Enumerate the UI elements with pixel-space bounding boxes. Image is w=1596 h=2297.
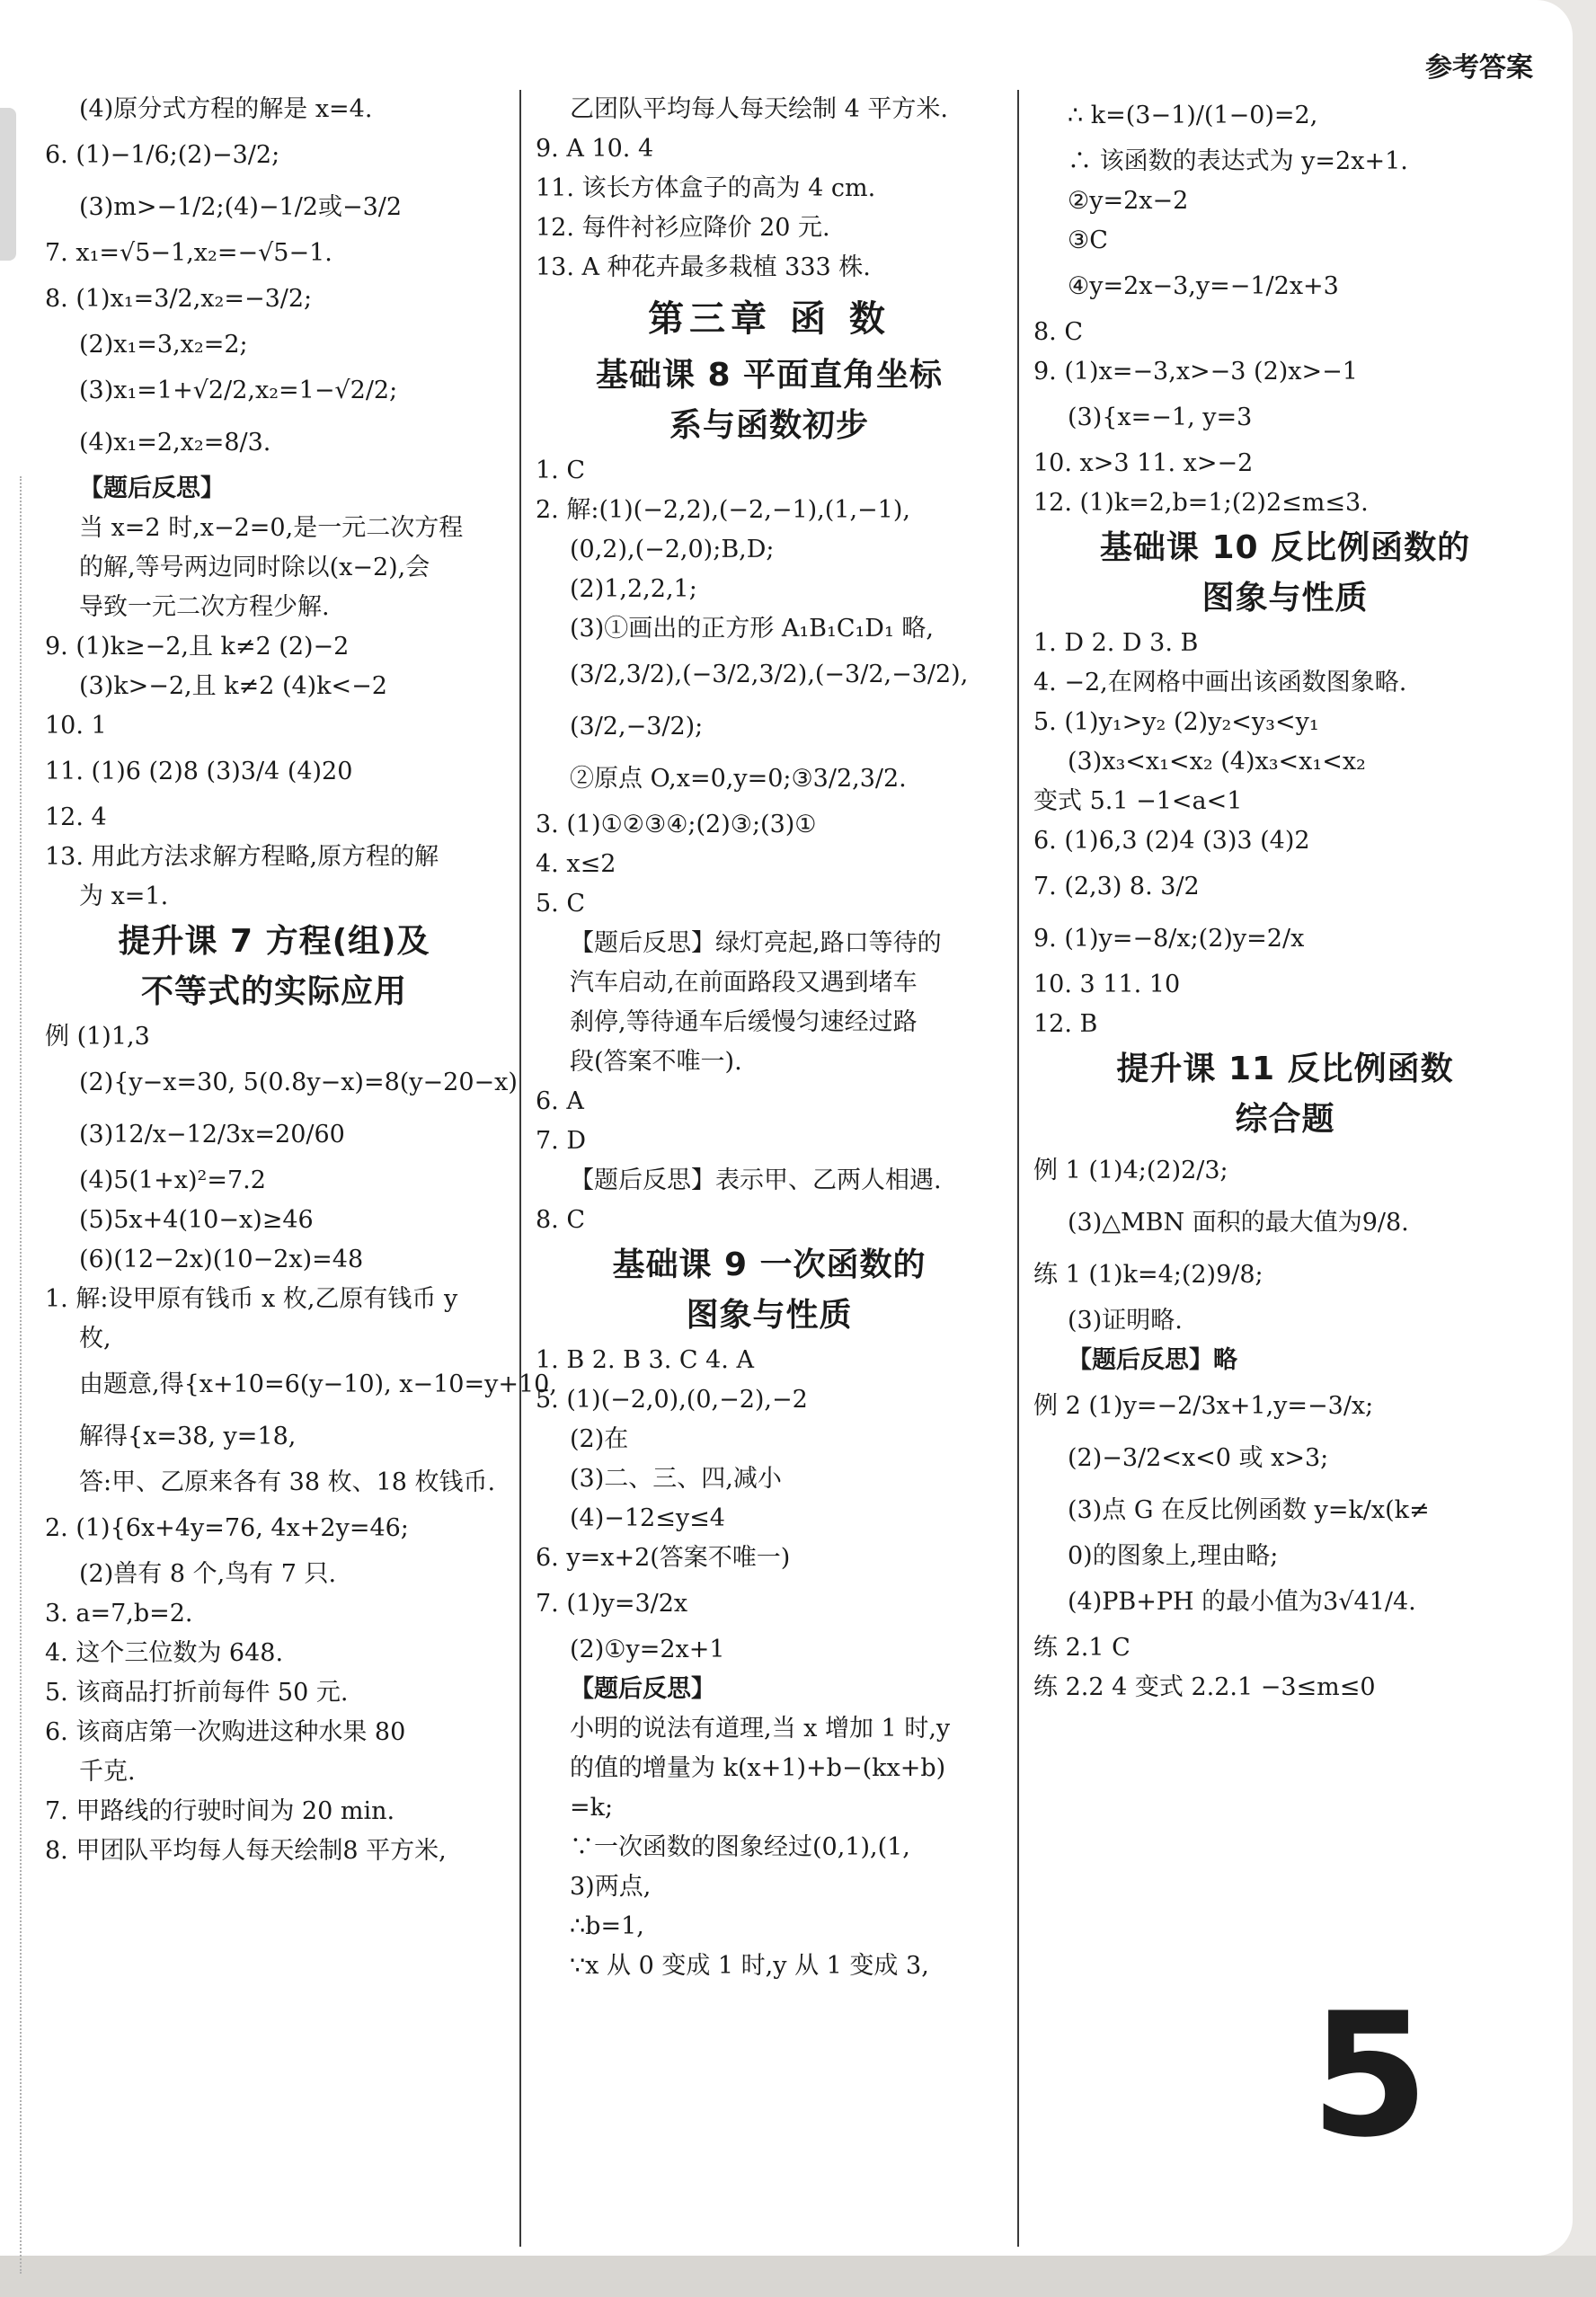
answer-line: 4. −2,在网格中画出该函数图象略. <box>1033 669 1407 696</box>
answer-line: (3)点 G 在反比例函数 y=k/x(k≠ <box>1068 1496 1430 1524</box>
answer-line: 12. 4 <box>45 803 107 831</box>
answer-line: 解得{x=38, y=18, <box>79 1423 297 1450</box>
answer-line: 例 2 (1)y=−2/3x+1,y=−3/x; <box>1033 1392 1374 1420</box>
answer-line: 9. (1)y=−8/x;(2)y=2/x <box>1033 925 1305 953</box>
answer-line: 练 2.2 4 变式 2.2.1 −3≤m≤0 <box>1033 1673 1376 1701</box>
answer-line: 7. D <box>536 1127 586 1155</box>
answer-line: 2. 解:(1)(−2,2),(−2,−1),(1,−1), <box>536 496 910 524</box>
answer-line: 5. (1)y₁>y₂ (2)y₂<y₃<y₁ <box>1033 708 1319 736</box>
answer-line: 6. A <box>536 1087 584 1115</box>
answer-line: 的解,等号两边同时除以(x−2),会 <box>79 554 430 581</box>
answer-line: 当 x=2 时,x−2=0,是一元二次方程 <box>79 514 464 542</box>
side-tab <box>0 108 16 261</box>
answer-line: 例 (1)1,3 <box>45 1023 150 1051</box>
answer-line: (2)兽有 8 个,鸟有 7 只. <box>79 1560 337 1588</box>
answer-line: 12. B <box>1033 1010 1098 1038</box>
reflection-label: 【题后反思】 <box>570 1675 715 1703</box>
answer-line: 4. x≤2 <box>536 850 616 878</box>
answer-column-3 <box>1033 90 1537 2247</box>
answer-line: 0)的图象上,理由略; <box>1068 1542 1279 1570</box>
answer-line: ∵一次函数的图象经过(0,1),(1, <box>570 1833 910 1861</box>
column-divider-2 <box>1017 90 1019 2247</box>
answer-line: 例 1 (1)4;(2)2/3; <box>1033 1157 1228 1184</box>
answer-line: 7. x₁=√5−1,x₂=−√5−1. <box>45 239 332 267</box>
answer-line: (3)二、三、四,减小 <box>570 1465 782 1493</box>
answer-line: ∴ k=(3−1)/(1−0)=2, <box>1068 102 1318 129</box>
answer-line: 10. 1 <box>45 712 107 740</box>
answer-line: 10. 3 11. 10 <box>1033 971 1181 998</box>
answer-column-1 <box>45 90 557 2247</box>
reflection-label: 【题后反思】 <box>79 474 225 502</box>
answer-line: 导致一元二次方程少解. <box>79 593 330 621</box>
answer-line: ∴b=1, <box>570 1912 644 1940</box>
answer-line: 段(答案不唯一). <box>570 1048 742 1076</box>
answer-line: 9. A 10. 4 <box>536 135 654 163</box>
answer-line: 6. (1)6,3 (2)4 (3)3 (4)2 <box>1033 827 1310 855</box>
answer-line: (6)(12−2x)(10−2x)=48 <box>79 1246 364 1273</box>
answer-line: 12. 每件衬衫应降价 20 元. <box>536 214 830 242</box>
answer-line: 由题意,得{x+10=6(y−10), x−10=y+10, <box>79 1370 557 1398</box>
answer-line: (3)证明略. <box>1068 1307 1183 1335</box>
answer-line: ∵x 从 0 变成 1 时,y 从 1 变成 3, <box>570 1952 929 1980</box>
answer-line: 1. C <box>536 457 586 484</box>
section-title: 图象与性质 <box>686 1297 853 1334</box>
column-divider-1 <box>519 90 521 2247</box>
answer-line: (3)△MBN 面积的最大值为9/8. <box>1068 1209 1409 1237</box>
answer-line: 5. 该商品打折前每件 50 元. <box>45 1679 349 1707</box>
answer-line: 3)两点, <box>570 1873 652 1901</box>
answer-line: (3)①画出的正方形 A₁B₁C₁D₁ 略, <box>570 615 934 643</box>
binding-dotted-line <box>20 476 22 2274</box>
answer-line: =k; <box>570 1794 614 1822</box>
answer-line: 7. 甲路线的行驶时间为 20 min. <box>45 1797 395 1825</box>
answer-line: 2. (1){6x+4y=76, 4x+2y=46; <box>45 1514 409 1542</box>
answer-line: (4)PB+PH 的最小值为3√41/4. <box>1068 1588 1416 1616</box>
answer-line: 千克. <box>79 1758 136 1786</box>
section-title: 基础课 8 平面直角坐标 <box>595 357 944 394</box>
answer-line: (4)x₁=2,x₂=8/3. <box>79 429 271 457</box>
answer-line: (4)5(1+x)²=7.2 <box>79 1166 266 1194</box>
answer-line: 11. 该长方体盒子的高为 4 cm. <box>536 174 876 202</box>
answer-line: (2)1,2,2,1; <box>570 575 697 603</box>
section-title: 基础课 9 一次函数的 <box>612 1246 927 1283</box>
answer-line: 10. x>3 11. x>−2 <box>1033 449 1254 477</box>
answer-line: 刹停,等待通车后缓慢匀速经过路 <box>570 1008 918 1036</box>
answer-line: 6. y=x+2(答案不唯一) <box>536 1544 791 1572</box>
answer-line: 12. (1)k=2,b=1;(2)2≤m≤3. <box>1033 489 1369 517</box>
answer-line: (3)k>−2,且 k≠2 (4)k<−2 <box>79 672 387 700</box>
answer-line: (3)12/x−12/3x=20/60 <box>79 1121 345 1148</box>
answer-line: 变式 5.1 −1<a<1 <box>1033 787 1243 815</box>
answer-line: (0,2),(−2,0);B,D; <box>570 536 775 563</box>
answer-line: 练 2.1 C <box>1033 1634 1130 1662</box>
answer-line: 3. (1)①②③④;(2)③;(3)① <box>536 811 817 838</box>
chapter-title: 第三章 函 数 <box>648 298 891 340</box>
answer-line: 答:甲、乙原来各有 38 枚、18 枚钱币. <box>79 1468 496 1496</box>
page-number: 5 <box>1310 1976 1430 2175</box>
answer-line: (2)x₁=3,x₂=2; <box>79 331 248 359</box>
answer-line: (4)原分式方程的解是 x=4. <box>79 95 373 123</box>
answer-line: (3)x₃<x₁<x₂ (4)x₃<x₁<x₂ <box>1068 748 1366 776</box>
reflection-label: 【题后反思】略 <box>1068 1346 1237 1374</box>
answer-line: 8. C <box>536 1206 586 1234</box>
header-label: 参考答案 <box>1425 52 1533 84</box>
section-title: 提升课 7 方程(组)及 <box>118 923 430 960</box>
answer-line: 枚, <box>79 1325 111 1352</box>
answer-line: 【题后反思】绿灯亮起,路口等待的 <box>570 929 942 957</box>
answer-line: ∴ 该函数的表达式为 y=2x+1. <box>1068 147 1408 175</box>
answer-line: 的值的增量为 k(x+1)+b−(kx+b) <box>570 1754 946 1782</box>
answer-line: (3)m>−1/2;(4)−1/2或−3/2 <box>79 193 403 221</box>
answer-line: 1. 解:设甲原有钱币 x 枚,乙原有钱币 y <box>45 1285 458 1313</box>
answer-line: 小明的说法有道理,当 x 增加 1 时,y <box>570 1715 951 1743</box>
answer-line: 5. C <box>536 890 586 918</box>
answer-line: 6. 该商店第一次购进这种水果 80 <box>45 1718 406 1746</box>
answer-line: 8. C <box>1033 318 1084 346</box>
answer-line: (2)在 <box>570 1425 629 1453</box>
answer-line: (3)x₁=1+√2/2,x₂=1−√2/2; <box>79 377 398 404</box>
answer-line: 9. (1)k≥−2,且 k≠2 (2)−2 <box>45 633 350 661</box>
answer-line: 8. 甲团队平均每人每天绘制8 平方米, <box>45 1837 447 1865</box>
answer-line: 13. 用此方法求解方程略,原方程的解 <box>45 843 439 871</box>
answer-line: ④y=2x−3,y=−1/2x+3 <box>1068 272 1339 300</box>
answer-line: 9. (1)x=−3,x>−3 (2)x>−1 <box>1033 358 1358 386</box>
answer-line: (2){y−x=30, 5(0.8y−x)=8(y−20−x) <box>79 1069 518 1096</box>
answer-line: 【题后反思】表示甲、乙两人相遇. <box>570 1166 942 1194</box>
section-title: 基础课 10 反比例函数的 <box>1099 529 1471 566</box>
answer-line: 3. a=7,b=2. <box>45 1600 193 1627</box>
answer-line: 1. D 2. D 3. B <box>1033 629 1199 657</box>
answer-line: 汽车启动,在前面路段又遇到堵车 <box>570 969 918 997</box>
answer-column-2 <box>536 90 1003 2247</box>
answer-line: 13. A 种花卉最多栽植 333 株. <box>536 253 871 281</box>
section-title: 综合题 <box>1235 1101 1335 1138</box>
section-title: 系与函数初步 <box>669 407 869 444</box>
answer-line: (3/2,−3/2); <box>570 713 704 741</box>
answer-line: ③C <box>1068 226 1108 254</box>
answer-line: ②y=2x−2 <box>1068 187 1189 215</box>
answer-line: 为 x=1. <box>79 882 169 910</box>
answer-line: 4. 这个三位数为 648. <box>45 1639 284 1667</box>
page-bottom-edge <box>0 2256 1596 2297</box>
answer-line: 7. (2,3) 8. 3/2 <box>1033 873 1200 900</box>
answer-line: (4)−12≤y≤4 <box>570 1504 725 1532</box>
section-title: 图象与性质 <box>1201 580 1369 616</box>
section-title: 不等式的实际应用 <box>140 973 407 1010</box>
answer-line: 7. (1)y=3/2x <box>536 1590 688 1618</box>
answer-line: 乙团队平均每人每天绘制 4 平方米. <box>570 95 948 123</box>
answer-line: (2)①y=2x+1 <box>570 1636 725 1663</box>
answer-line: 8. (1)x₁=3/2,x₂=−3/2; <box>45 285 313 313</box>
answer-line: 5. (1)(−2,0),(0,−2),−2 <box>536 1386 808 1414</box>
answer-line: ②原点 O,x=0,y=0;③3/2,3/2. <box>570 765 907 793</box>
answer-line: 11. (1)6 (2)8 (3)3/4 (4)20 <box>45 758 353 785</box>
section-title: 提升课 11 反比例函数 <box>1116 1051 1454 1087</box>
answer-line: 1. B 2. B 3. C 4. A <box>536 1346 754 1374</box>
answer-line: (5)5x+4(10−x)≥46 <box>79 1206 314 1234</box>
answer-line: 6. (1)−1/6;(2)−3/2; <box>45 141 280 169</box>
answer-line: (3/2,3/2),(−3/2,3/2),(−3/2,−3/2), <box>570 661 969 688</box>
answer-line: 练 1 (1)k=4;(2)9/8; <box>1033 1261 1264 1289</box>
answer-line: (3){x=−1, y=3 <box>1068 404 1253 431</box>
answer-line: (2)−3/2<x<0 或 x>3; <box>1068 1444 1329 1472</box>
